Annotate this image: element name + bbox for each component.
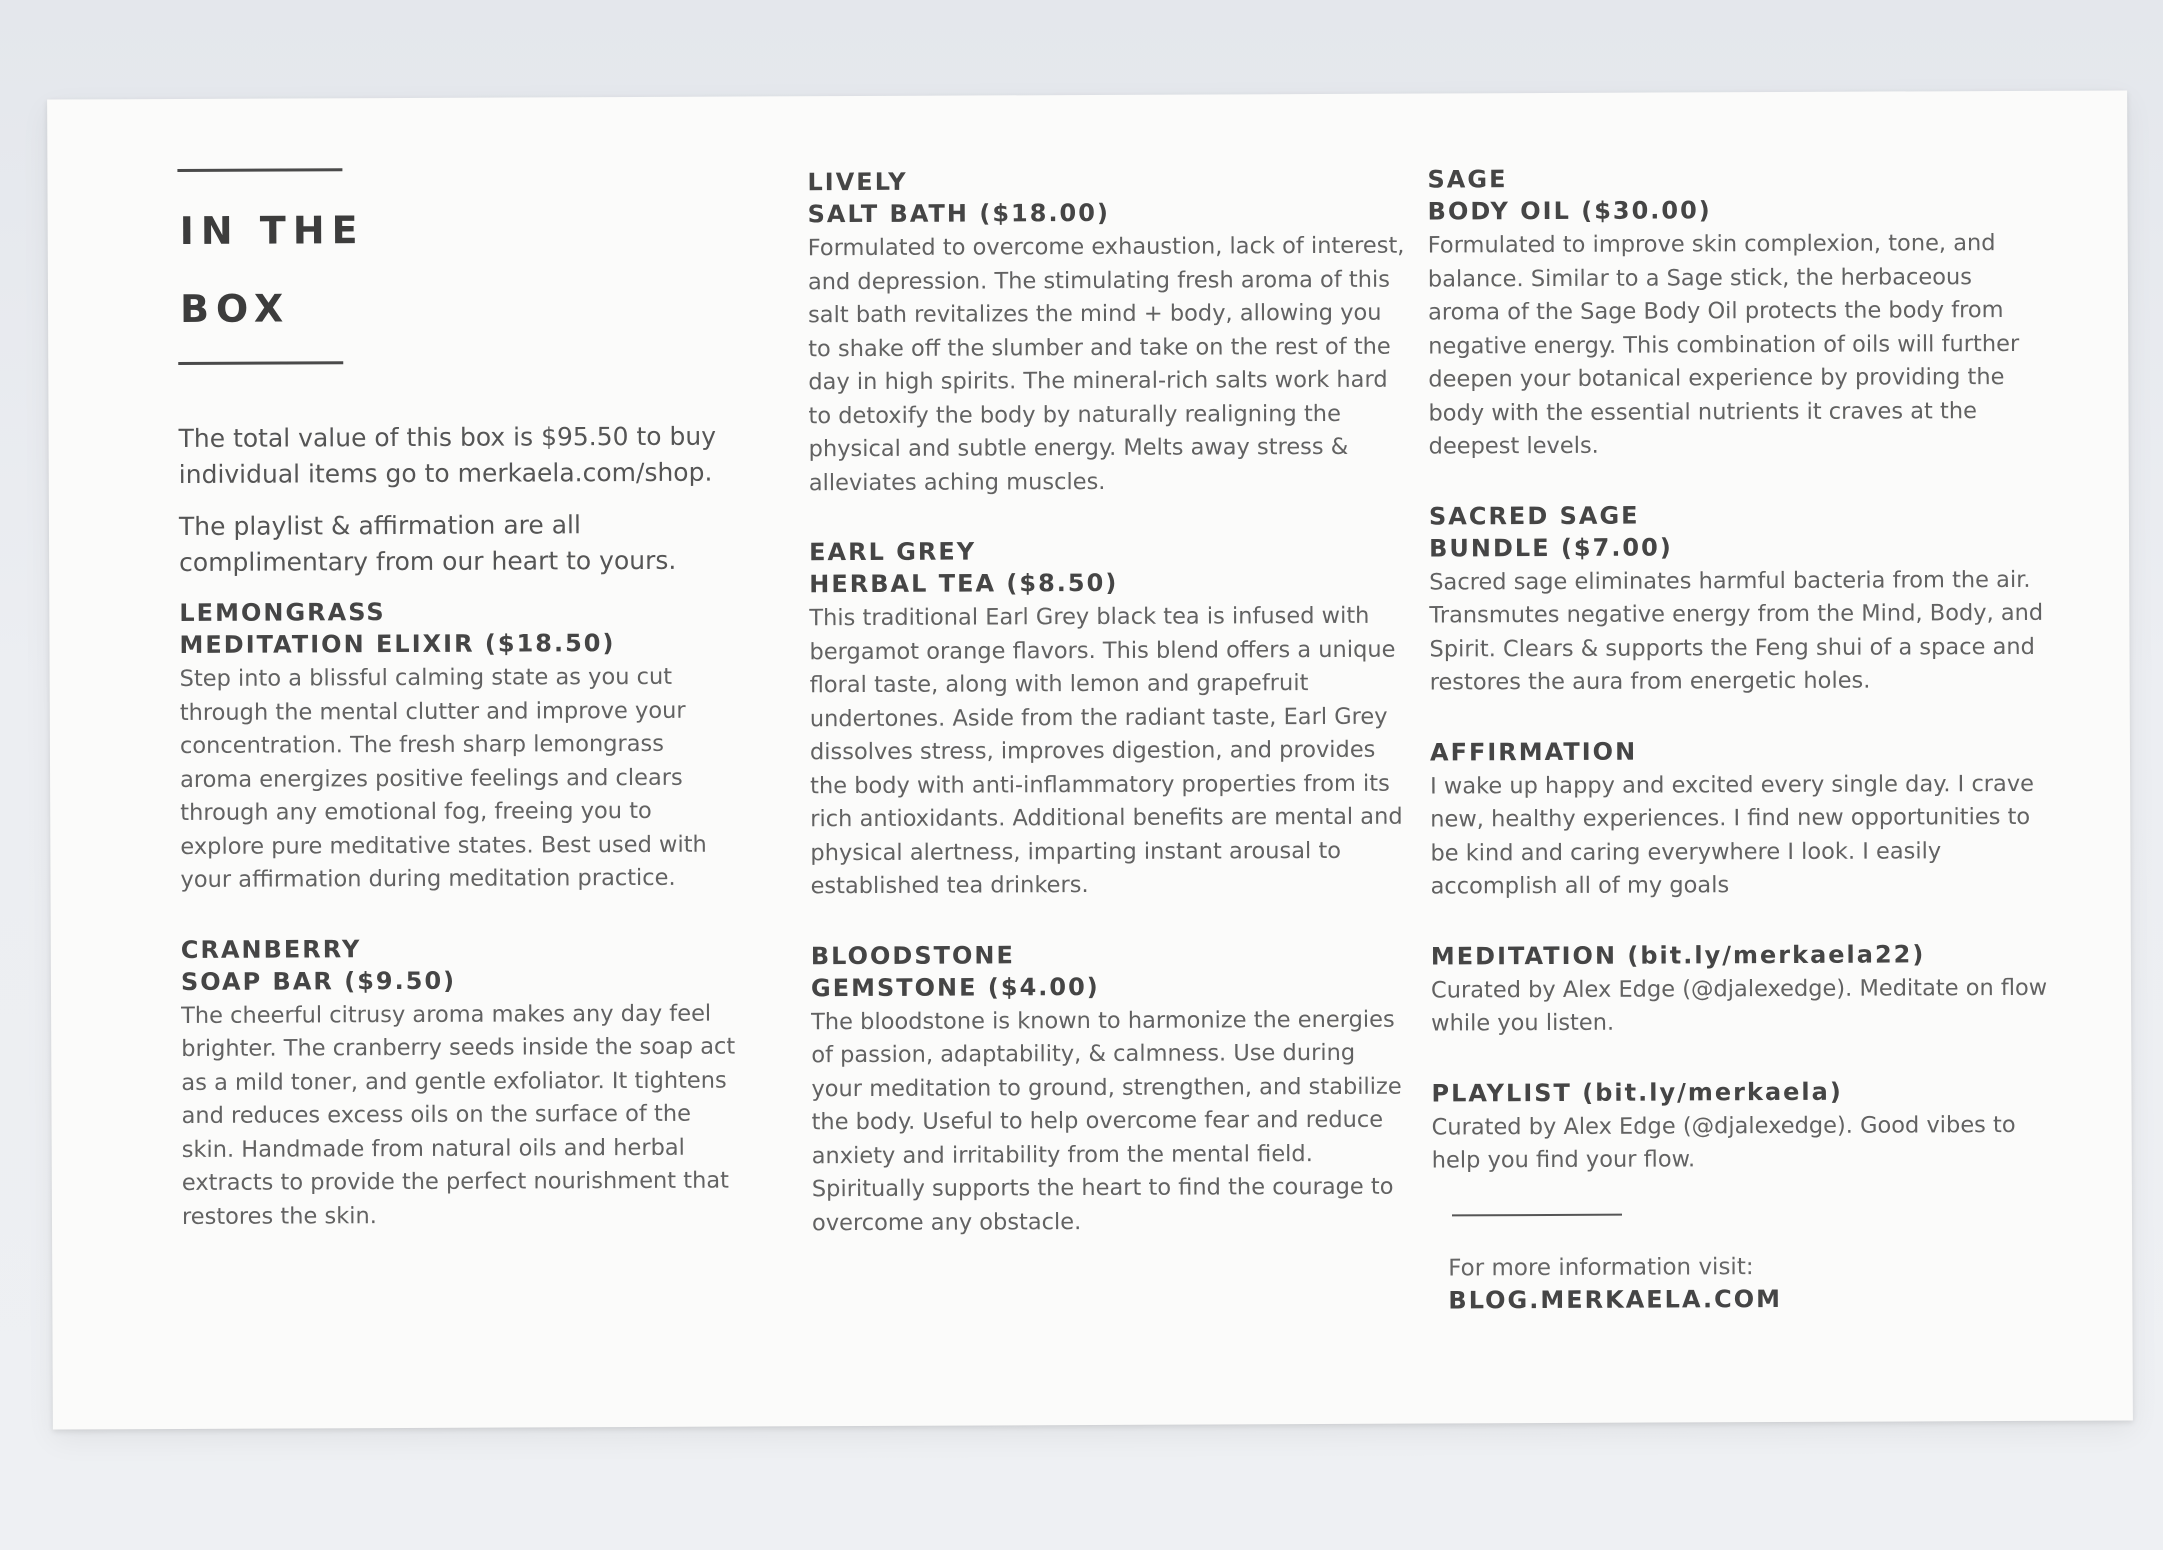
- item-name-line-2: MEDITATION ELIXIR ($18.50): [179, 629, 616, 659]
- intro-text: [179, 419, 740, 581]
- item-bloodstone-gemstone: [811, 937, 1412, 1240]
- column-left: [177, 167, 742, 1270]
- footer-label: For more information visit:: [1448, 1253, 1754, 1281]
- info-card: [47, 90, 2133, 1429]
- item-name-line-1: SAGE: [1427, 165, 1508, 194]
- item-description: The cheerful citrusy aroma makes any day feel brighter. The cranberry seeds inside the soap act as a mild toner, and gentle exfoliator. It tightens and reduces excess oils on the surface of the skin. Handmade from natural oils and herbal extracts to provide the perfect nourishment that restores the skin.: [181, 1000, 736, 1230]
- item-description: The bloodstone is known to harmonize the energies of passion, adaptability, & calmness. Use during your meditation to ground, strengthen, and stabilize the body. Useful to help overcome fear and reduce anxiety and irritability from the mental field. Spiritually supports the heart to find the courage to overcome any obstacle.: [811, 1006, 1402, 1236]
- footer: [1448, 1249, 2052, 1316]
- item-name-line-1: EARL GREY: [809, 537, 977, 567]
- item-description: Formulated to improve skin complexion, tone, and balance. Similar to a Sage stick, the herbaceous aroma of the Sage Body Oil protects the body from negative energy. This combination of oils will further deepen your botanical experience by providing the body with the essential nutrients it craves at the deepest levels.: [1427, 230, 2020, 460]
- affirmation-section: [1430, 733, 2051, 904]
- title-line-1: IN THE: [179, 208, 365, 253]
- playlist-text: Curated by Alex Edge (@djalexedge). Good vibes to help you find your flow.: [1431, 1111, 2016, 1174]
- item-description: Formulated to overcome exhaustion, lack of interest, and depression. The stimulating fresh aroma of this salt bath revitalizes the mind + body, allowing you to shake off the slumber and take on the rest of the day in high spirits. The mineral-rich salts work hard to detoxify the body by naturally realigning the physical and subtle energy. Melts away stress & alleviates aching muscles.: [807, 232, 1405, 496]
- item-name-line-2: BUNDLE ($7.00): [1429, 532, 1673, 563]
- title-divider: [178, 361, 343, 365]
- column-middle: [807, 164, 1412, 1277]
- top-divider: [177, 168, 342, 172]
- item-name-line-1: SACRED SAGE: [1428, 501, 1640, 531]
- item-name-line-2: GEMSTONE ($4.00): [810, 972, 1100, 1002]
- item-heading: [809, 534, 1409, 601]
- item-heading: [181, 931, 741, 997]
- item-description: Step into a blissful calming state as you cut through the mental clutter and improve your concentration. The fresh sharp lemongrass aroma energizes positive feelings and clears through any emotional fog, freeing you to explore pure meditative states. Best used with your affirmation during meditation practice.: [179, 663, 707, 893]
- item-sacred-sage-bundle: [1429, 497, 2050, 700]
- item-name-line-2: SOAP BAR ($9.50): [180, 966, 457, 996]
- playlist-heading: PLAYLIST (bit.ly/merkaela): [1431, 1077, 1843, 1108]
- item-heading: [1427, 161, 2047, 228]
- item-name-line-2: HERBAL TEA ($8.50): [809, 568, 1119, 599]
- item-name-line-1: BLOODSTONE: [810, 940, 1015, 970]
- box-value-text: The total value of this box is $95.50 to buy individual items go to merkaela.com/shop.: [178, 421, 717, 489]
- footer-divider: [1452, 1213, 1622, 1216]
- item-description: Sacred sage eliminates harmful bacteria from the air. Transmutes negative energy from the Mind, Body, and Spirit. Clears & supports the Feng shui of a space and restores the aura from energetic holes.: [1429, 566, 2044, 696]
- column-right: [1427, 161, 2052, 1316]
- item-lively-salt-bath: [807, 164, 1408, 501]
- item-earl-grey-tea: [809, 534, 1411, 904]
- item-name-line-1: CRANBERRY: [180, 934, 362, 964]
- blog-link: BLOG.MERKAELA.COM: [1448, 1284, 1783, 1314]
- item-name-line-2: BODY OIL ($30.00): [1427, 196, 1712, 226]
- meditation-heading: MEDITATION (bit.ly/merkaela22): [1430, 939, 1926, 971]
- item-heading: [1429, 497, 2049, 564]
- item-name-line-1: LEMONGRASS: [179, 598, 386, 627]
- affirmation-heading: AFFIRMATION: [1429, 737, 1638, 767]
- item-name-line-2: SALT BATH ($18.00): [807, 198, 1110, 229]
- meditation-section: [1431, 937, 2051, 1041]
- item-description: This traditional Earl Grey black tea is infused with bergamot orange flavors. This blend offers a unique floral taste, along with lemon and grapefruit undertones. Aside from the radiant taste, Earl Grey dissolves stress, improves digestion, and provides the body with anti-inflammatory properties from its rich antioxidants. Additional benefits are mental and physical alertness, imparting instant arousal to established tea drinkers.: [809, 602, 1403, 900]
- item-name-line-1: LIVELY: [807, 167, 908, 197]
- affirmation-text: I wake up happy and excited every single day. I crave new, healthy experiences. I find new opportunities to be kind and caring everywhere I look. I easily accomplish all of my goals: [1430, 770, 2035, 900]
- title-line-2: BOX: [179, 286, 291, 331]
- item-heading: [179, 595, 739, 661]
- complimentary-text: The playlist & affirmation are all complimentary from our heart to yours.: [178, 510, 677, 577]
- meditation-text: Curated by Alex Edge (@djalexedge). Meditate on flow while you listen.: [1430, 974, 2048, 1037]
- item-heading: [807, 164, 1407, 231]
- item-heading: [811, 937, 1411, 1004]
- item-lemongrass-elixir: [179, 595, 740, 898]
- item-sage-body-oil: [1427, 161, 2048, 464]
- item-cranberry-soap: [181, 931, 742, 1234]
- playlist-section: [1431, 1074, 2051, 1178]
- page-title: [180, 190, 739, 348]
